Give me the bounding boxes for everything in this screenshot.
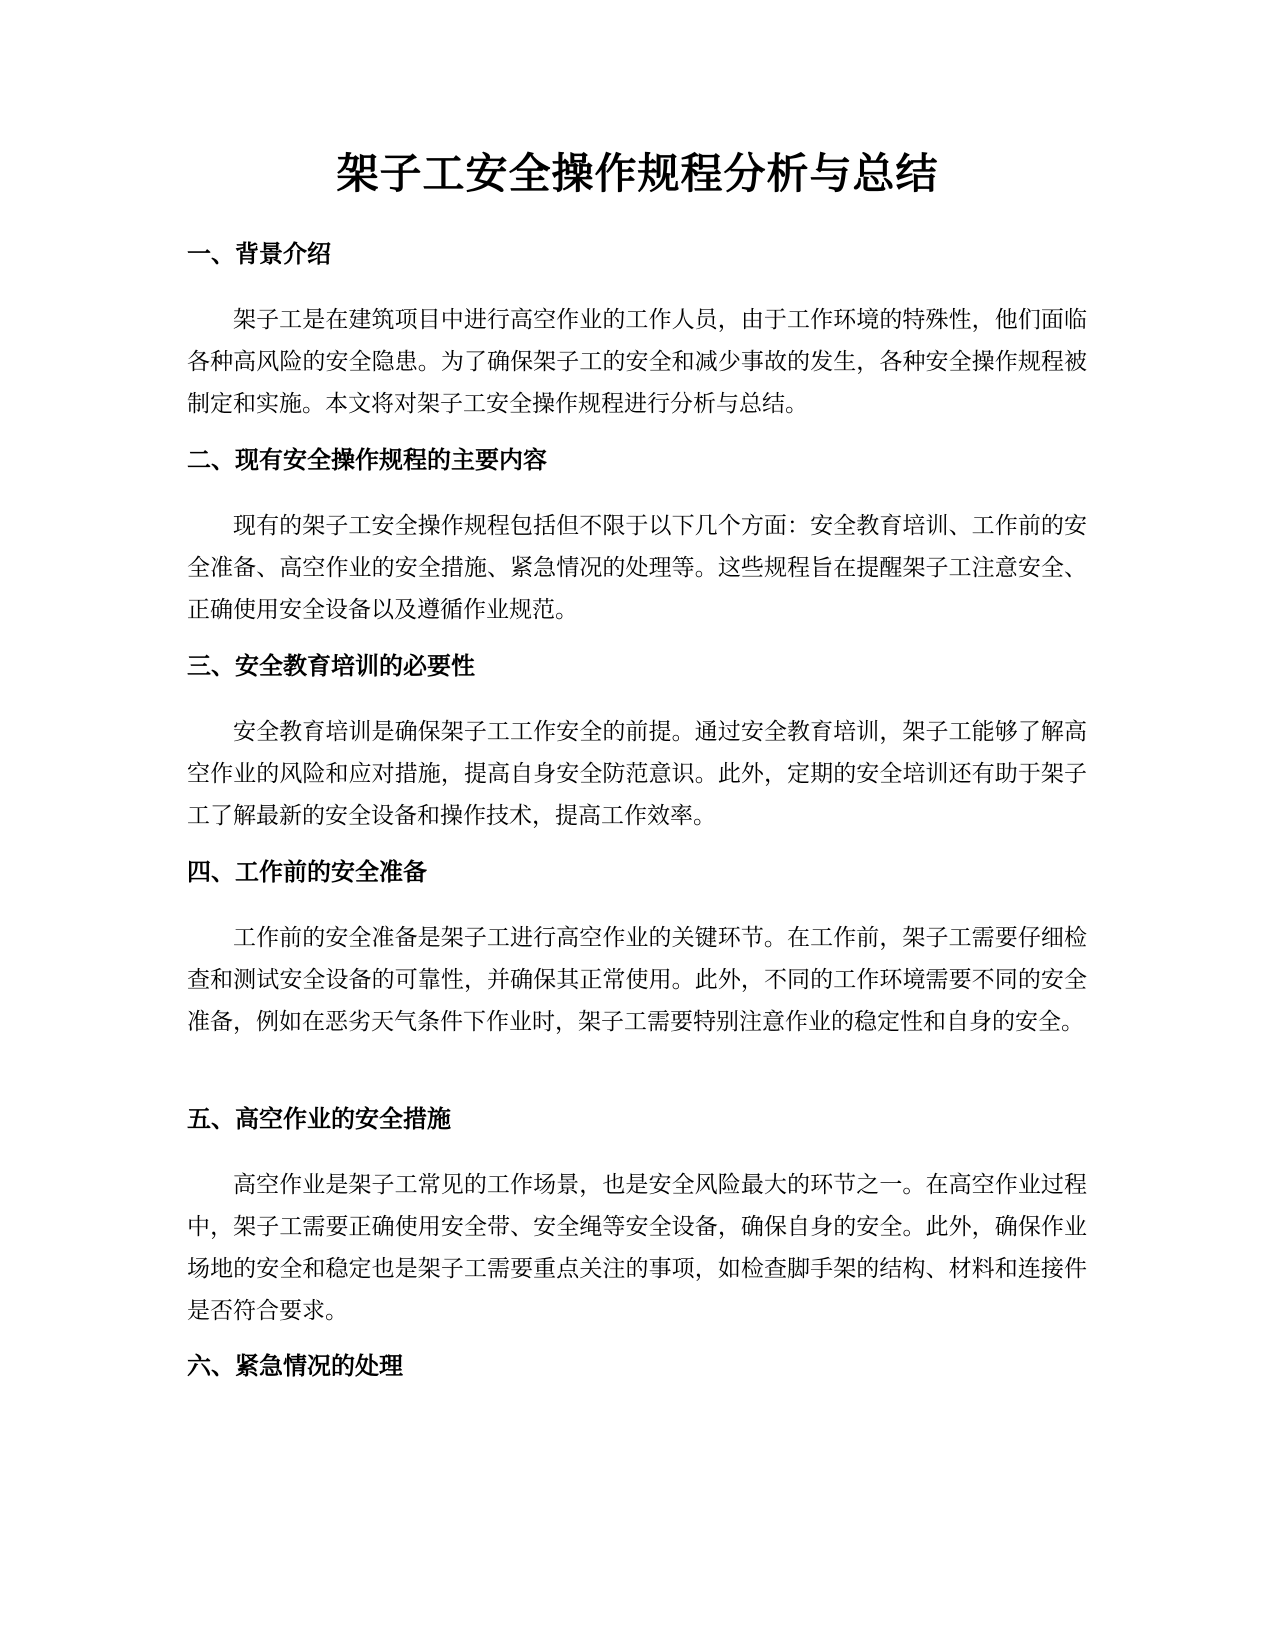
section-background [187, 238, 1087, 425]
section-heading: 四、工作前的安全准备 [187, 858, 427, 886]
section-paragraph: 工作前的安全准备是架子工进行高空作业的关键环节。在工作前，架子工需要仔细检查和测试安全设备的可靠性，并确保其正常使用。此外，不同的工作环境需要不同的安全准备，例如在恶劣天气条件下作业时，架子工需要特别注意作业的稳定性和自身的安全。 [187, 925, 1087, 1035]
document-title: 架子工安全操作规程分析与总结 [336, 149, 939, 198]
section-paragraph: 架子工是在建筑项目中进行高空作业的工作人员，由于工作环境的特殊性，他们面临各种高风险的安全隐患。为了确保架子工的安全和减少事故的发生，各种安全操作规程被制定和实施。本文将对架子工安全操作规程进行分析与总结。 [187, 307, 1087, 417]
section-paragraph: 安全教育培训是确保架子工工作安全的前提。通过安全教育培训，架子工能够了解高空作业的风险和应对措施，提高自身安全防范意识。此外，定期的安全培训还有助于架子工了解最新的安全设备和操作技术，提高工作效率。 [187, 719, 1087, 829]
section-heading: 三、安全教育培训的必要性 [187, 652, 475, 680]
section-heading: 五、高空作业的安全措施 [187, 1105, 451, 1133]
section-heading: 六、紧急情况的处理 [187, 1352, 403, 1380]
section-high-altitude [187, 1103, 1087, 1332]
section-emergency [187, 1350, 1087, 1382]
section-existing-rules [187, 444, 1087, 631]
section-heading: 二、现有安全操作规程的主要内容 [187, 446, 547, 474]
section-paragraph: 现有的架子工安全操作规程包括但不限于以下几个方面：安全教育培训、工作前的安全准备、高空作业的安全措施、紧急情况的处理等。这些规程旨在提醒架子工注意安全、正确使用安全设备以及遵循作业规范。 [187, 513, 1087, 623]
section-heading: 一、背景介绍 [187, 240, 331, 268]
section-training [187, 650, 1087, 837]
section-preparation [187, 856, 1087, 1043]
section-paragraph: 高空作业是架子工常见的工作场景，也是安全风险最大的环节之一。在高空作业过程中，架子工需要正确使用安全带、安全绳等安全设备，确保自身的安全。此外，确保作业场地的安全和稳定也是架子工需要重点关注的事项，如检查脚手架的结构、材料和连接件是否符合要求。 [187, 1172, 1087, 1324]
